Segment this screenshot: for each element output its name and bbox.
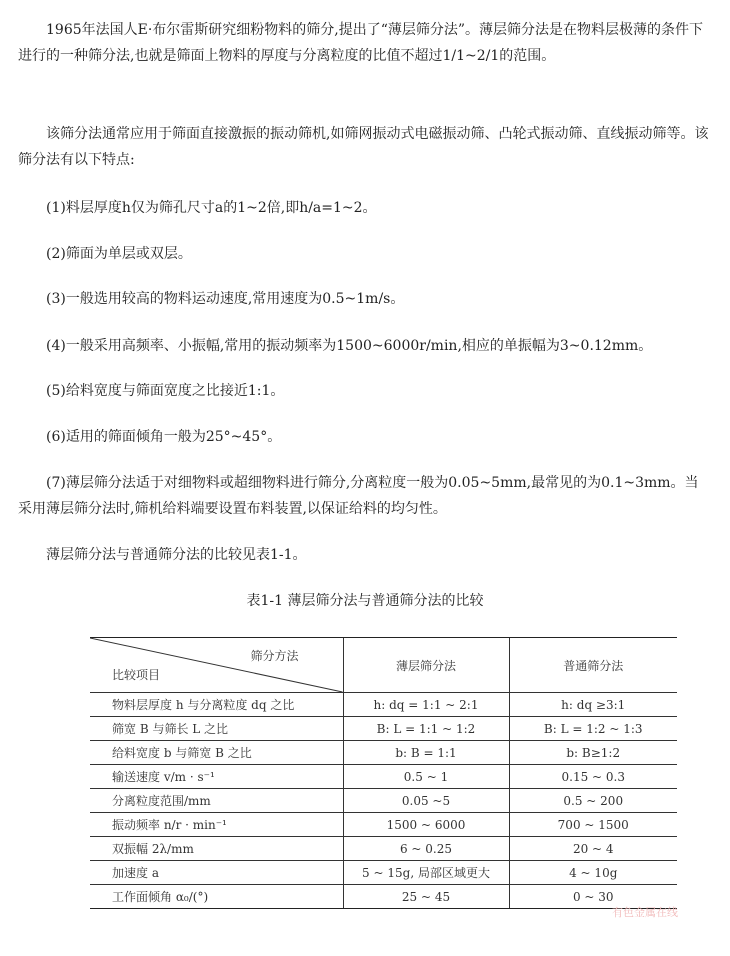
row-label-cell: 振动频率 n/r · min⁻¹	[90, 813, 343, 837]
ordinary-cell: h: dq ≥3:1	[509, 693, 677, 717]
thin-layer-cell: 0.05 ~5	[343, 789, 509, 813]
column-header-thin-layer: 薄层筛分法	[343, 638, 509, 693]
row-label-cell: 工作面倾角 α₀/(°)	[90, 885, 343, 909]
thin-layer-cell: 1500 ~ 6000	[343, 813, 509, 837]
ordinary-cell: 0.5 ~ 200	[509, 789, 677, 813]
thin-layer-cell: b: B = 1:1	[343, 741, 509, 765]
thin-layer-cell: 5 ~ 15g, 局部区域更大	[343, 861, 509, 885]
ordinary-cell: 4 ~ 10g	[509, 861, 677, 885]
row-label-cell: 给料宽度 b 与筛宽 B 之比	[90, 741, 343, 765]
ordinary-cell: B: L = 1:2 ~ 1:3	[509, 717, 677, 741]
feature-7: (7)薄层筛分法适于对细物料或超细物料进行筛分,分离粒度一般为0.05~5mm,最常见的为0.1~3mm。当采用薄层筛分法时,筛机给料端要设置布料装置,以保证给料的均匀性。	[18, 475, 699, 517]
thin-layer-cell: B: L = 1:1 ~ 1:2	[343, 717, 509, 741]
thin-layer-cell: 25 ~ 45	[343, 885, 509, 909]
ordinary-cell: 700 ~ 1500	[509, 813, 677, 837]
table-row	[90, 717, 677, 741]
row-label-cell: 分离粒度范围/mm	[90, 789, 343, 813]
table-header-row	[90, 638, 677, 693]
column-header-ordinary: 普通筛分法	[509, 638, 677, 693]
table-caption: 表1-1 薄层筛分法与普通筛分法的比较	[246, 593, 484, 609]
diagonal-line	[90, 638, 343, 692]
thin-layer-cell: 0.5 ~ 1	[343, 765, 509, 789]
feature-3: (3)一般选用较高的物料运动速度,常用速度为0.5~1m/s。	[18, 291, 405, 307]
row-label-cell: 物料层厚度 h 与分离粒度 dq 之比	[90, 693, 343, 717]
ordinary-cell: 0 ~ 30	[509, 885, 677, 909]
paragraph-table-ref: 薄层筛分法与普通筛分法的比较见表1-1。	[18, 547, 307, 563]
table-row	[90, 765, 677, 789]
feature-6: (6)适用的筛面倾角一般为25°~45°。	[18, 429, 282, 445]
thin-layer-cell: h: dq = 1:1 ~ 2:1	[343, 693, 509, 717]
paragraph-application: 该筛分法通常应用于筛面直接激振的振动筛机,如筛网振动式电磁振动筛、凸轮式振动筛、直线振动筛等。该筛分法有以下特点:	[18, 126, 709, 168]
watermark: 有色金属在线	[612, 906, 678, 919]
header-method-label: 筛分方法	[250, 649, 299, 663]
table-row	[90, 741, 677, 765]
table-row	[90, 837, 677, 861]
table-row	[90, 861, 677, 885]
diagonal-header-cell	[90, 638, 343, 693]
comparison-table	[90, 637, 677, 909]
row-label-cell: 加速度 a	[90, 861, 343, 885]
row-label-cell: 筛宽 B 与筛长 L 之比	[90, 717, 343, 741]
feature-5: (5)给料宽度与筛面宽度之比接近1:1。	[18, 383, 285, 399]
table-row	[90, 885, 677, 909]
thin-layer-cell: 6 ~ 0.25	[343, 837, 509, 861]
feature-4: (4)一般采用高频率、小振幅,常用的振动频率为1500~6000r/min,相应的单振幅为3~0.12mm。	[18, 338, 653, 354]
feature-1: (1)料层厚度h仅为筛孔尺寸a的1~2倍,即h/a=1~2。	[18, 200, 377, 216]
ordinary-cell: 20 ~ 4	[509, 837, 677, 861]
paragraph-intro: 1965年法国人E·布尔雷斯研究细粉物料的筛分,提出了“薄层筛分法”。薄层筛分法是在物料层极薄的条件下进行的一种筛分法,也就是筛面上物料的厚度与分离粒度的比值不超过1/1~2/1的范围。	[18, 22, 704, 64]
table-row	[90, 789, 677, 813]
table-row	[90, 693, 677, 717]
header-item-label: 比较项目	[112, 668, 161, 682]
row-label-cell: 双振幅 2λ/mm	[90, 837, 343, 861]
table-row	[90, 813, 677, 837]
feature-2: (2)筛面为单层或双层。	[18, 246, 192, 262]
row-label-cell: 输送速度 v/m · s⁻¹	[90, 765, 343, 789]
ordinary-cell: b: B≥1:2	[509, 741, 677, 765]
ordinary-cell: 0.15 ~ 0.3	[509, 765, 677, 789]
